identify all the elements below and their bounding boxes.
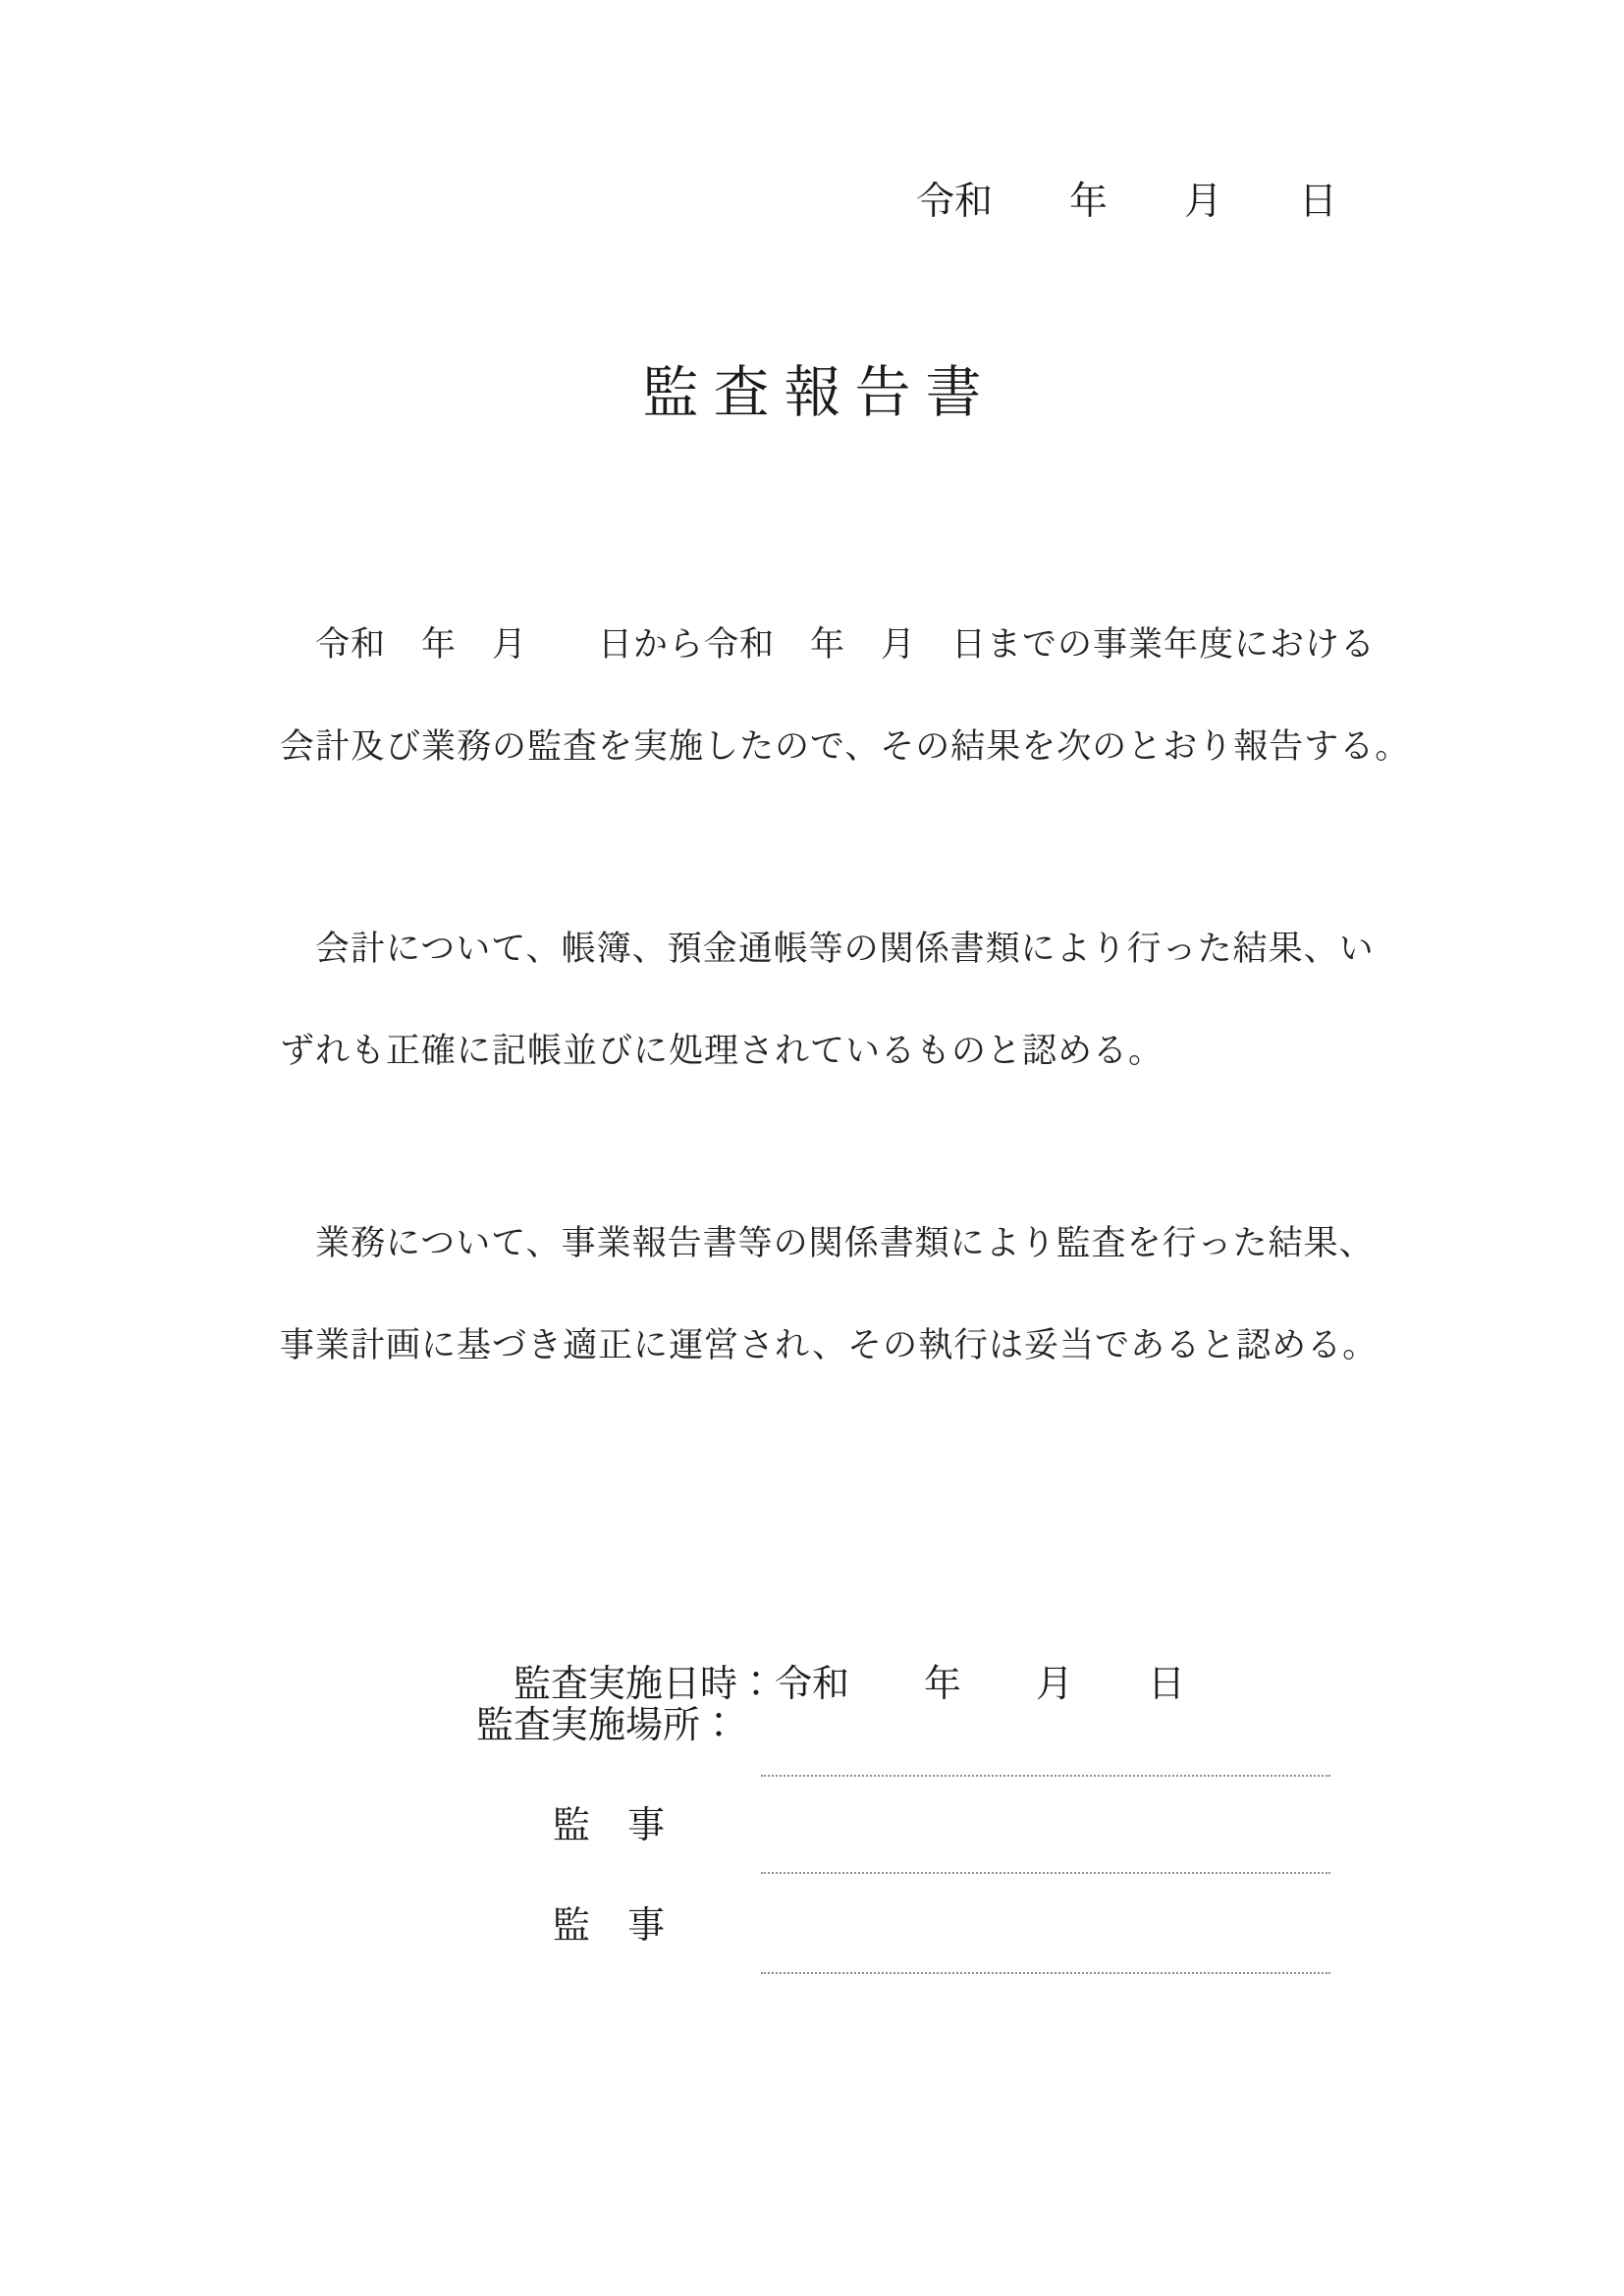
auditor-2-signature-line — [761, 1972, 1330, 1974]
audit-datetime-label: 監査実施日時： — [514, 1664, 776, 1705]
auditor-1-signature-line — [761, 1872, 1330, 1874]
paragraph-3-line-2: 事業計画に基づき適正に運営され、その執行は妥当であると認める。 — [280, 1326, 1379, 1364]
place-signature-line — [761, 1775, 1330, 1777]
paragraph-1-line-2: 会計及び業務の監査を実施したので、その結果を次のとおり報告する。 — [280, 727, 1411, 766]
page-title: 監査報告書 — [642, 362, 997, 424]
paragraph-3-line-1: 業務について、事業報告書等の関係書類により監査を行った結果、 — [315, 1224, 1375, 1262]
paragraph-2-line-1: 会計について、帳簿、預金通帳等の関係書類により行った結果、い — [315, 930, 1375, 968]
document-date-line: 令和 年 月 日 — [915, 181, 1337, 223]
paragraph-2-line-2: ずれも正確に記帳並びに処理されているものと認める。 — [280, 1032, 1164, 1070]
paragraph-1-line-1: 令和 年 月 日から令和 年 月 日までの事業年度における — [315, 625, 1377, 664]
auditor-label-1: 監 事 — [553, 1805, 666, 1846]
audit-place-label: 監査実施場所： — [476, 1705, 738, 1746]
auditor-label-2: 監 事 — [553, 1905, 666, 1947]
audit-datetime-value: 令和 年 月 日 — [775, 1664, 1186, 1705]
